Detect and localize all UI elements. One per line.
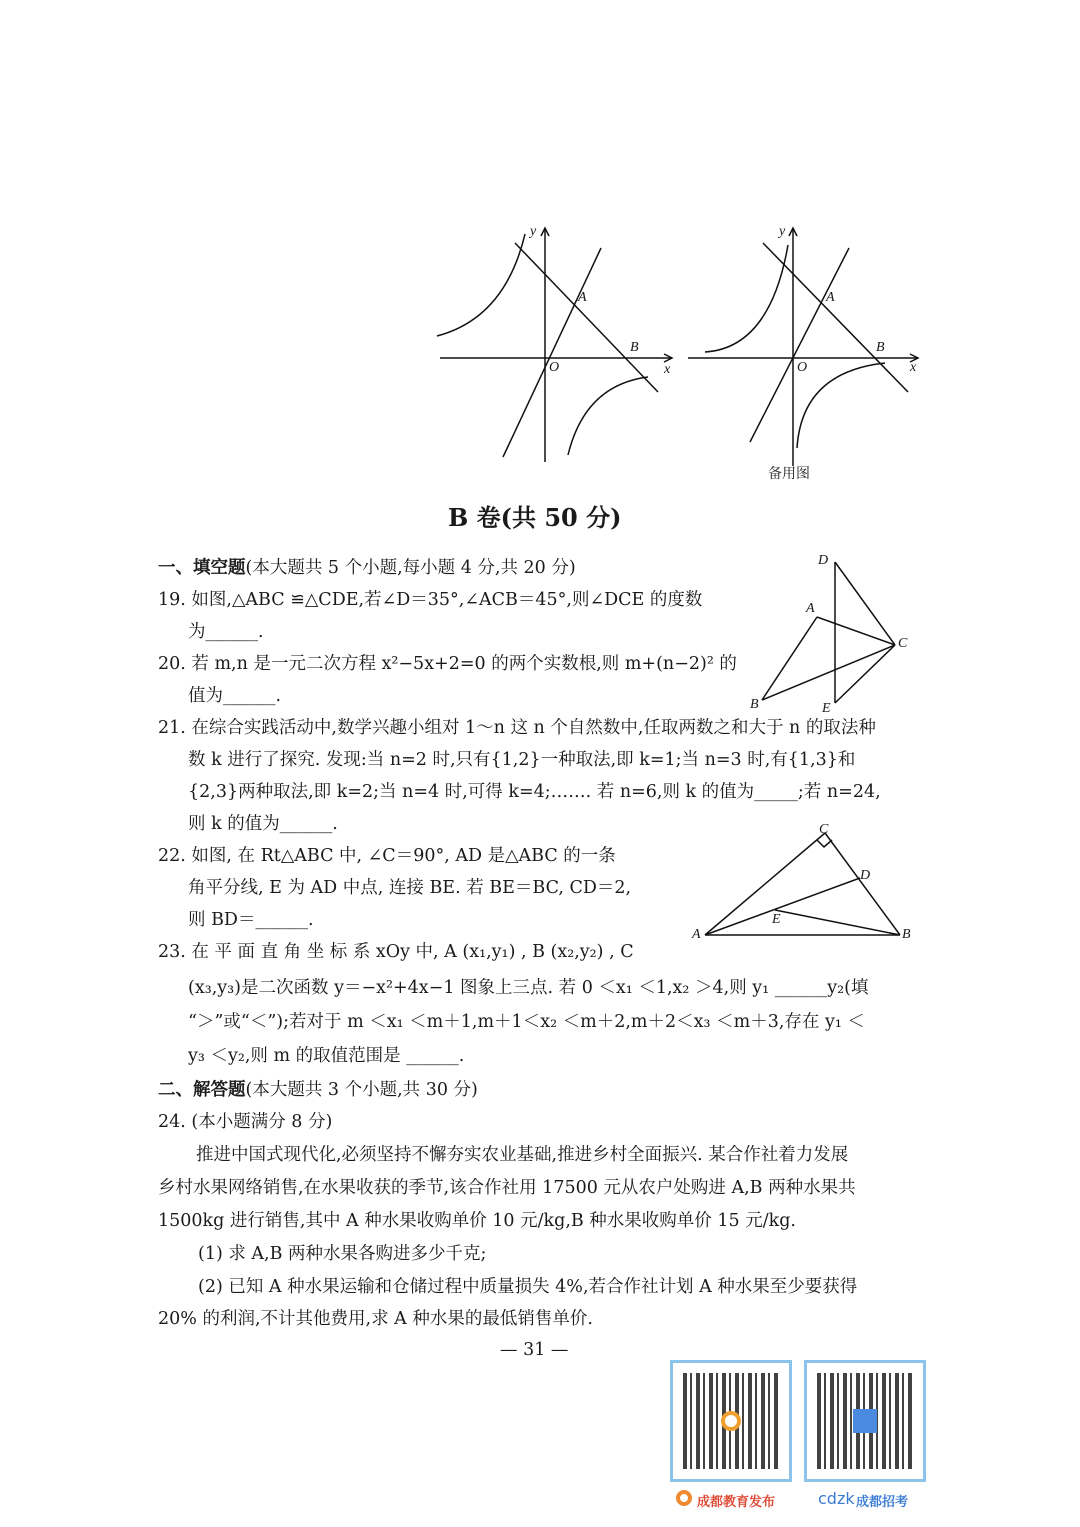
- line-ab: [763, 243, 908, 392]
- line-text: 22. 如图, 在 Rt△ABC 中, ∠C＝90°, AD 是△ABC 的一条: [158, 846, 616, 866]
- text-line: [188, 909, 314, 931]
- qr-code-chengdu-zhaokao[interactable]: [804, 1360, 926, 1482]
- graph-spare-caption: 备用图: [768, 466, 810, 482]
- text-line: [158, 845, 616, 867]
- graph-spare-a: A: [826, 290, 835, 305]
- line-text: 24. (本小题满分 8 分): [158, 1112, 333, 1132]
- figure-19: [762, 562, 895, 703]
- line-text: 则 BD＝______.: [188, 910, 314, 930]
- brand-chengdu-zhaokao: 成都招考: [856, 1495, 909, 1510]
- graph-main-b: B: [630, 340, 639, 355]
- line-text: 20% 的利润,不计其他费用,求 A 种水果的最低销售单价.: [158, 1309, 593, 1329]
- ring-logo-icon: [721, 1411, 741, 1431]
- section-heading: 二、解答题: [158, 1080, 246, 1100]
- text-line: [188, 621, 264, 643]
- line-text: 则 k 的值为______.: [188, 814, 338, 834]
- line-text: “＞”或“＜”);若对于 m ＜x₁ ＜m＋1,m＋1＜x₂ ＜m＋2,m＋2＜x₃ ＜m＋3,存在 y₁ ＜: [188, 1012, 865, 1032]
- text-line: [196, 1144, 848, 1166]
- text-line: [188, 813, 338, 835]
- line-text: 角平分线, E 为 AD 中点, 连接 BE. 若 BE＝BC, CD＝2,: [188, 878, 632, 898]
- line-text: (1) 求 A,B 两种水果各购进多少千克;: [198, 1244, 487, 1264]
- line-text: 推进中国式现代化,必须坚持不懈夯实农业基础,推进乡村全面振兴. 某合作社着力发展: [196, 1145, 849, 1165]
- text-line: [158, 653, 737, 675]
- fig22-a: A: [692, 927, 701, 942]
- line-text: (2) 已知 A 种水果运输和仓储过程中质量损失 4%,若合作社计划 A 种水果至少要获得: [198, 1277, 858, 1297]
- line-text: 21. 在综合实践活动中,数学兴趣小组对 1～n 这 n 个自然数中,任取两数之和大于 n 的取法种: [158, 718, 876, 738]
- line-oa: [503, 248, 601, 457]
- text-line: [158, 941, 634, 963]
- text-line: [158, 557, 576, 579]
- fig22-c: C: [819, 822, 829, 837]
- graph-main-origin: O: [549, 360, 560, 375]
- text-line: [158, 717, 876, 739]
- fig22-b: B: [902, 927, 911, 942]
- graph-main-y-label: y: [530, 224, 537, 239]
- section-heading: 一、填空题: [158, 558, 246, 578]
- brand-chengdu-education: 成都教育发布: [697, 1495, 776, 1510]
- text-line: [158, 1308, 593, 1330]
- line-text: 20. 若 m,n 是一元二次方程 x²−5x+2=0 的两个实数根,则 m+(n−2)² 的: [158, 654, 737, 674]
- cdzk-logo-text: cdzk: [818, 1489, 855, 1508]
- line-text: 数 k 进行了探究. 发现:当 n=2 时,只有{1,2}一种取法,即 k=1;当 n=3 时,有{1,3}和: [188, 750, 856, 770]
- text-line: [158, 1210, 796, 1232]
- fig19-b: B: [750, 697, 759, 712]
- graph-spare-b: B: [876, 340, 885, 355]
- text-line: [188, 685, 281, 707]
- text-line: [158, 1079, 478, 1101]
- graph-main-a: A: [578, 290, 587, 305]
- graph-spare-origin: O: [797, 360, 808, 375]
- line-oa: [750, 248, 849, 442]
- right-angle-mark: [817, 840, 832, 847]
- fig22-d: D: [860, 868, 871, 883]
- hyperbola-branch-upper: [437, 234, 525, 336]
- section-title: B 卷(共 50 分): [448, 503, 622, 532]
- hyperbola-branch-lower: [568, 377, 648, 455]
- fig19-d: D: [818, 553, 829, 568]
- line-text: (本大题共 5 个小题,每小题 4 分,共 20 分): [245, 558, 576, 578]
- graph-main-x-label: x: [664, 362, 671, 377]
- text-line: [188, 781, 881, 803]
- chengdu-education-logo-icon: [676, 1490, 692, 1506]
- figure-22: [705, 833, 900, 935]
- text-line: [158, 1111, 332, 1133]
- cdzk-logo-icon: [853, 1409, 877, 1433]
- line-text: 为______.: [188, 622, 264, 642]
- hyperbola-branch-lower: [797, 363, 885, 448]
- text-line: [198, 1276, 857, 1298]
- text-line: [188, 977, 868, 999]
- page-number: — 31 —: [500, 1340, 569, 1360]
- text-line: [188, 749, 855, 771]
- text-line: [188, 1045, 464, 1067]
- fig22-e: E: [772, 912, 781, 927]
- line-text: 23. 在 平 面 直 角 坐 标 系 xOy 中, A (x₁,y₁) , B (x₂,y₂) , C: [158, 942, 634, 962]
- line-text: 值为______.: [188, 686, 282, 706]
- fig19-e: E: [822, 701, 831, 716]
- line-ab: [515, 243, 658, 392]
- line-text: (本大题共 3 个小题,共 30 分): [245, 1080, 478, 1100]
- line-text: 乡村水果网络销售,在水果收获的季节,该合作社用 17500 元从农户处购进 A,B 两种水果共: [158, 1178, 856, 1198]
- fig19-c: C: [898, 636, 908, 651]
- line-text: 1500kg 进行销售,其中 A 种水果收购单价 10 元/kg,B 种水果收购单价 15 元/kg.: [158, 1211, 796, 1231]
- hyperbola-branch-upper: [705, 245, 788, 352]
- text-line: [188, 877, 631, 899]
- line-text: y₃ ＜y₂,则 m 的取值范围是 ______.: [188, 1046, 465, 1066]
- qr-code-chengdu-education[interactable]: [670, 1360, 792, 1482]
- graph-spare-x-label: x: [910, 360, 917, 375]
- graph-spare-y-label: y: [779, 224, 786, 239]
- text-line: [198, 1243, 486, 1265]
- fig19-a: A: [806, 601, 815, 616]
- text-line: [188, 1011, 865, 1033]
- text-line: [158, 1177, 856, 1199]
- text-line: [158, 589, 702, 611]
- line-text: 19. 如图,△ABC ≌△CDE,若∠D＝35°,∠ACB＝45°,则∠DCE 的度数: [158, 590, 703, 610]
- line-text: {2,3}两种取法,即 k=2;当 n=4 时,可得 k=4;……. 若 n=6,则 k 的值为_____;若 n=24,: [188, 782, 881, 802]
- line-text: (x₃,y₃)是二次函数 y＝−x²+4x−1 图象上三点. 若 0 ＜x₁ ＜1,x₂ ＞4,则 y₁ ______y₂(填: [188, 978, 869, 998]
